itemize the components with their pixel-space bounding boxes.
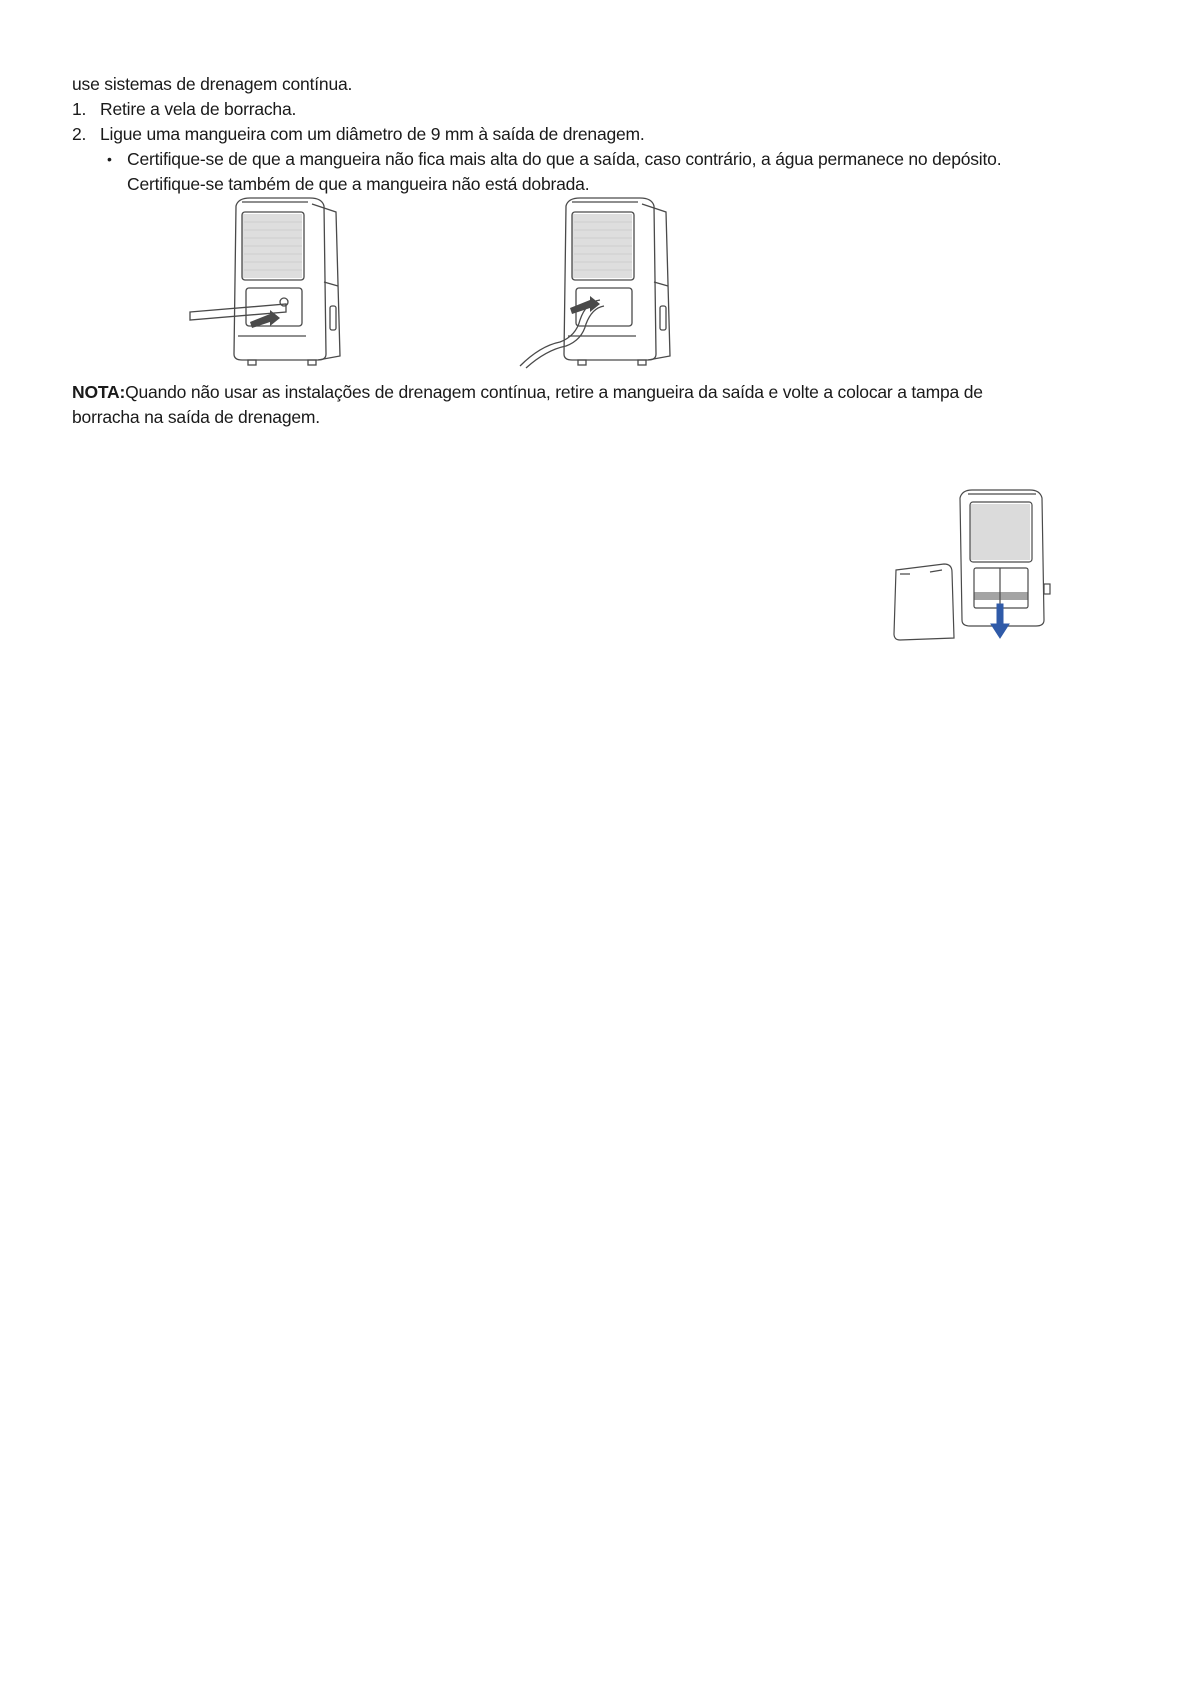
- note-label: NOTA:: [72, 382, 126, 402]
- bullet-line-2: Certifique-se também de que a mangueira não está dobrada.: [127, 174, 590, 194]
- step-2-number: 2.: [72, 124, 87, 144]
- step-1-text: Retire a vela de borracha.: [100, 99, 297, 119]
- bullet-line-1: Certifique-se de que a mangueira não fica mais alta do que a saída, caso contrário, a água permanece no depósito.: [127, 149, 1002, 169]
- dehumidifier-curved-hose-illustration: [520, 196, 700, 371]
- step-1: [72, 97, 296, 121]
- dehumidifier-straight-hose-illustration: [190, 196, 370, 371]
- step-1-number: 1.: [72, 99, 87, 119]
- dehumidifier-cover-removal-illustration: [890, 488, 1065, 648]
- intro-line: use sistemas de drenagem contínua.: [72, 74, 353, 94]
- note-line-2: borracha na saída de drenagem.: [72, 407, 320, 427]
- bullet-symbol: •: [107, 151, 112, 167]
- step-2: [72, 122, 645, 146]
- note-text-1: Quando não usar as instalações de drenagem contínua, retire a mangueira da saída e volte a colocar a tampa de: [125, 382, 983, 402]
- note-line-1: [72, 380, 983, 404]
- step-2-text: Ligue uma mangueira com um diâmetro de 9 mm à saída de drenagem.: [100, 124, 645, 144]
